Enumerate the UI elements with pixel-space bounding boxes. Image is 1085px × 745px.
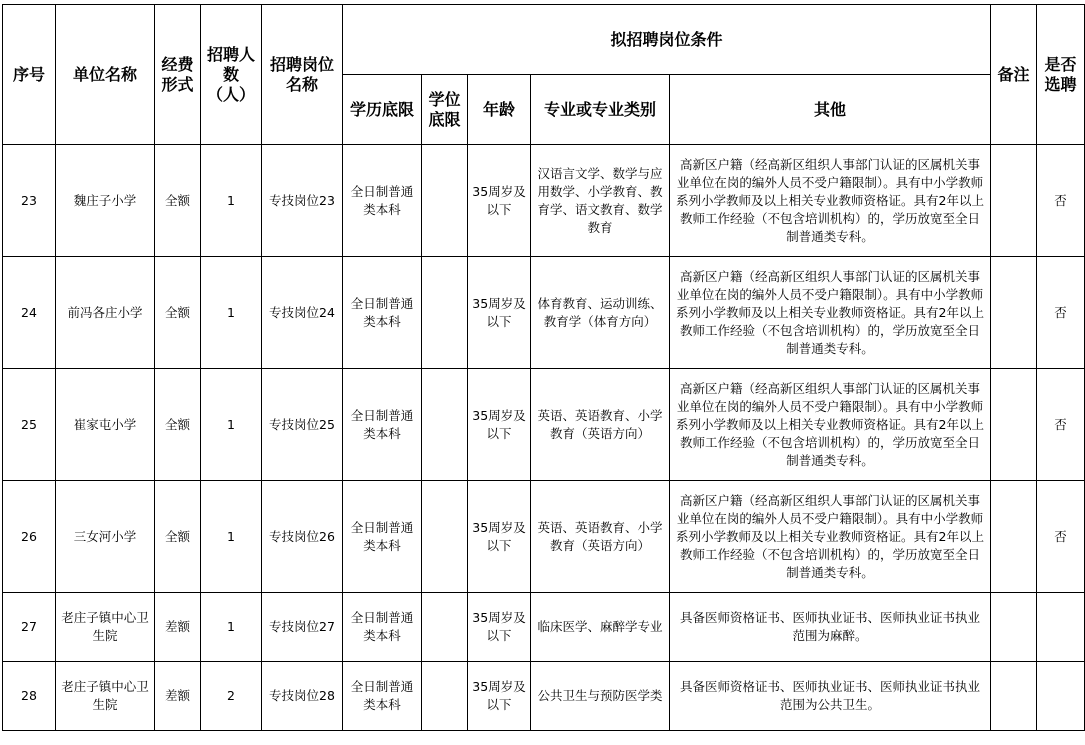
cell-seq: 24 xyxy=(3,257,56,369)
table-row xyxy=(3,481,1085,593)
cell-select xyxy=(1037,662,1085,731)
cell-degree xyxy=(422,257,468,369)
cell-post: 专技岗位28 xyxy=(262,662,343,731)
cell-unit: 三女河小学 xyxy=(56,481,155,593)
cell-education: 全日制普通类本科 xyxy=(343,145,422,257)
cell-unit: 老庄子镇中心卫生院 xyxy=(56,593,155,662)
cell-unit: 魏庄子小学 xyxy=(56,145,155,257)
cell-age: 35周岁及以下 xyxy=(468,257,531,369)
cell-remark xyxy=(991,662,1037,731)
cell-unit: 前冯各庄小学 xyxy=(56,257,155,369)
cell-degree xyxy=(422,481,468,593)
recruitment-table xyxy=(2,4,1085,731)
cell-other: 具备医师资格证书、医师执业证书、医师执业证书执业范围为公共卫生。 xyxy=(670,662,991,731)
cell-count: 1 xyxy=(201,593,262,662)
cell-major: 临床医学、麻醉学专业 xyxy=(531,593,670,662)
cell-other: 高新区户籍（经高新区组织人事部门认证的区属机关事业单位在岗的编外人员不受户籍限制）。具有中小学教师系列小学教师及以上相关专业教师资格证。具有2年以上教师工作经验（不包含培训机构）的，学历放宽至全日制普通类专科。 xyxy=(670,481,991,593)
header-other: 其他 xyxy=(670,75,991,145)
header-degree: 学位底限 xyxy=(422,75,468,145)
cell-age: 35周岁及以下 xyxy=(468,369,531,481)
header-major: 专业或专业类别 xyxy=(531,75,670,145)
cell-count: 1 xyxy=(201,481,262,593)
cell-count: 2 xyxy=(201,662,262,731)
cell-count: 1 xyxy=(201,369,262,481)
cell-seq: 25 xyxy=(3,369,56,481)
cell-education: 全日制普通类本科 xyxy=(343,369,422,481)
cell-education: 全日制普通类本科 xyxy=(343,593,422,662)
header-funding: 经费形式 xyxy=(155,5,201,145)
header-select: 是否选聘 xyxy=(1037,5,1085,145)
cell-age: 35周岁及以下 xyxy=(468,481,531,593)
cell-degree xyxy=(422,369,468,481)
cell-major: 英语、英语教育、小学教育（英语方向） xyxy=(531,481,670,593)
table-row xyxy=(3,145,1085,257)
cell-age: 35周岁及以下 xyxy=(468,593,531,662)
cell-education: 全日制普通类本科 xyxy=(343,257,422,369)
cell-funding: 全额 xyxy=(155,369,201,481)
header-age: 年龄 xyxy=(468,75,531,145)
header-post: 招聘岗位名称 xyxy=(262,5,343,145)
cell-select: 否 xyxy=(1037,257,1085,369)
cell-other: 具备医师资格证书、医师执业证书、医师执业证书执业范围为麻醉。 xyxy=(670,593,991,662)
cell-other: 高新区户籍（经高新区组织人事部门认证的区属机关事业单位在岗的编外人员不受户籍限制）。具有中小学教师系列小学教师及以上相关专业教师资格证。具有2年以上教师工作经验（不包含培训机构）的，学历放宽至全日制普通类专科。 xyxy=(670,145,991,257)
cell-education: 全日制普通类本科 xyxy=(343,662,422,731)
cell-age: 35周岁及以下 xyxy=(468,145,531,257)
cell-select: 否 xyxy=(1037,481,1085,593)
table-row xyxy=(3,257,1085,369)
cell-select: 否 xyxy=(1037,369,1085,481)
cell-select xyxy=(1037,593,1085,662)
cell-funding: 差额 xyxy=(155,593,201,662)
cell-remark xyxy=(991,369,1037,481)
cell-post: 专技岗位26 xyxy=(262,481,343,593)
cell-degree xyxy=(422,145,468,257)
cell-count: 1 xyxy=(201,257,262,369)
header-unit: 单位名称 xyxy=(56,5,155,145)
cell-seq: 23 xyxy=(3,145,56,257)
cell-degree xyxy=(422,593,468,662)
cell-post: 专技岗位23 xyxy=(262,145,343,257)
header-row-1 xyxy=(3,5,1085,75)
cell-funding: 全额 xyxy=(155,481,201,593)
header-education: 学历底限 xyxy=(343,75,422,145)
cell-remark xyxy=(991,593,1037,662)
cell-funding: 全额 xyxy=(155,257,201,369)
cell-funding: 全额 xyxy=(155,145,201,257)
cell-remark xyxy=(991,481,1037,593)
cell-seq: 28 xyxy=(3,662,56,731)
cell-other: 高新区户籍（经高新区组织人事部门认证的区属机关事业单位在岗的编外人员不受户籍限制）。具有中小学教师系列小学教师及以上相关专业教师资格证。具有2年以上教师工作经验（不包含培训机构）的，学历放宽至全日制普通类专科。 xyxy=(670,369,991,481)
cell-post: 专技岗位27 xyxy=(262,593,343,662)
cell-unit: 老庄子镇中心卫生院 xyxy=(56,662,155,731)
cell-major: 公共卫生与预防医学类 xyxy=(531,662,670,731)
table-row xyxy=(3,662,1085,731)
cell-seq: 27 xyxy=(3,593,56,662)
header-conditions: 拟招聘岗位条件 xyxy=(343,5,991,75)
header-seq: 序号 xyxy=(3,5,56,145)
cell-select: 否 xyxy=(1037,145,1085,257)
cell-seq: 26 xyxy=(3,481,56,593)
cell-major: 英语、英语教育、小学教育（英语方向） xyxy=(531,369,670,481)
cell-remark xyxy=(991,257,1037,369)
cell-remark xyxy=(991,145,1037,257)
cell-major: 汉语言文学、数学与应用数学、小学教育、教育学、语文教育、数学教育 xyxy=(531,145,670,257)
cell-other: 高新区户籍（经高新区组织人事部门认证的区属机关事业单位在岗的编外人员不受户籍限制）。具有中小学教师系列小学教师及以上相关专业教师资格证。具有2年以上教师工作经验（不包含培训机构）的，学历放宽至全日制普通类专科。 xyxy=(670,257,991,369)
header-count: 招聘人数（人） xyxy=(201,5,262,145)
cell-funding: 差额 xyxy=(155,662,201,731)
table-row xyxy=(3,369,1085,481)
cell-post: 专技岗位25 xyxy=(262,369,343,481)
table-row xyxy=(3,593,1085,662)
cell-unit: 崔家屯小学 xyxy=(56,369,155,481)
cell-count: 1 xyxy=(201,145,262,257)
cell-age: 35周岁及以下 xyxy=(468,662,531,731)
cell-major: 体育教育、运动训练、教育学（体育方向） xyxy=(531,257,670,369)
header-remark: 备注 xyxy=(991,5,1037,145)
cell-post: 专技岗位24 xyxy=(262,257,343,369)
cell-degree xyxy=(422,662,468,731)
cell-education: 全日制普通类本科 xyxy=(343,481,422,593)
